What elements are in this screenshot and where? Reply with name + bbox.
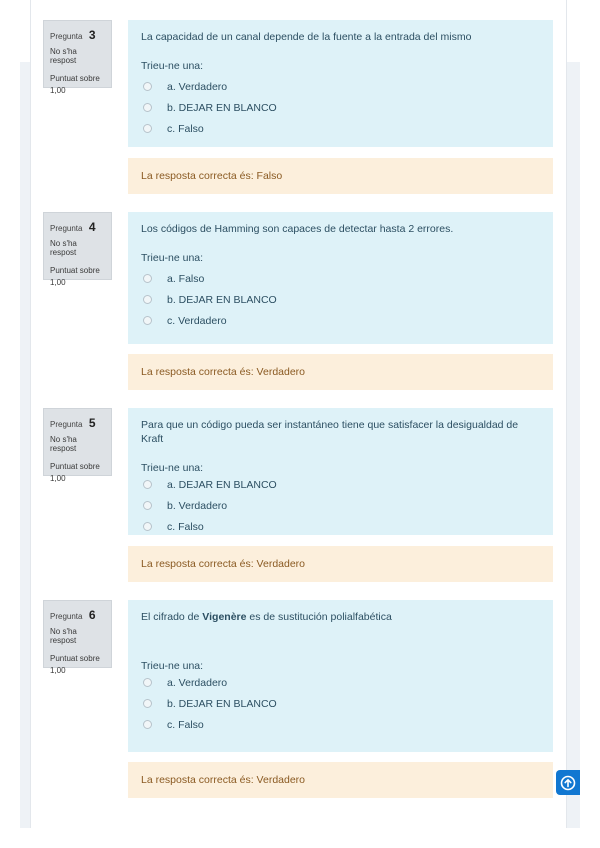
question-info <box>43 20 112 95</box>
answer-prompt: Trieu-ne una: <box>141 60 204 72</box>
answer-option-a[interactable] <box>141 474 540 495</box>
option-label: a. Falso <box>167 272 205 285</box>
question-info <box>43 212 112 287</box>
radio-button[interactable] <box>143 274 152 283</box>
question-number: 4 <box>88 220 96 234</box>
question-formulation <box>128 600 553 752</box>
question-state: No s'ha respost <box>50 47 77 65</box>
question-label: Pregunta <box>50 224 83 233</box>
arrow-up-circle-icon <box>560 775 576 791</box>
radio-button[interactable] <box>143 316 152 325</box>
answer-option-c[interactable] <box>141 516 540 537</box>
question-formulation <box>128 408 553 535</box>
question-text <box>141 610 540 624</box>
question-info <box>43 408 112 483</box>
option-label: a. Verdadero <box>167 676 228 689</box>
answer-option-a[interactable] <box>141 76 540 97</box>
radio-button[interactable] <box>143 82 152 91</box>
option-label: b. Verdadero <box>167 499 228 512</box>
question-formulation <box>128 20 553 147</box>
question-mark: Puntuat sobre 1,00 <box>50 266 100 287</box>
radio-button[interactable] <box>143 480 152 489</box>
question-number: 6 <box>88 608 96 622</box>
quiz-review-page <box>30 0 567 828</box>
radio-button[interactable] <box>143 501 152 510</box>
option-label: a. Verdadero <box>167 80 228 93</box>
answer-options <box>141 672 540 735</box>
radio-button[interactable] <box>143 522 152 531</box>
option-label: c. Falso <box>167 718 204 731</box>
question-number: 3 <box>88 28 96 42</box>
question-text-end: es de sustitución polialfabética <box>246 611 392 623</box>
answer-option-b[interactable] <box>141 97 540 118</box>
correct-answer-feedback: La resposta correcta és: Falso <box>128 158 553 194</box>
radio-button[interactable] <box>143 295 152 304</box>
question-label: Pregunta <box>50 32 83 41</box>
answer-option-c[interactable] <box>141 118 540 139</box>
answer-option-c[interactable] <box>141 714 540 735</box>
radio-button[interactable] <box>143 720 152 729</box>
answer-option-b[interactable] <box>141 495 540 516</box>
question-mark: Puntuat sobre 1,00 <box>50 654 100 675</box>
answer-option-a[interactable] <box>141 672 540 693</box>
radio-button[interactable] <box>143 699 152 708</box>
answer-prompt: Trieu-ne una: <box>141 660 204 672</box>
answer-prompt: Trieu-ne una: <box>141 462 204 474</box>
answer-options <box>141 268 540 331</box>
question-number: 5 <box>88 416 96 430</box>
answer-option-c[interactable] <box>141 310 540 331</box>
question-text-bold: Vigenère <box>202 611 247 623</box>
option-label: a. DEJAR EN BLANCO <box>167 478 277 491</box>
option-label: c. Falso <box>167 122 204 135</box>
option-label: b. DEJAR EN BLANCO <box>167 101 277 114</box>
question-mark: Puntuat sobre 1,00 <box>50 74 100 95</box>
option-label: b. DEJAR EN BLANCO <box>167 293 277 306</box>
answer-option-b[interactable] <box>141 289 540 310</box>
question-text: La capacidad de un canal depende de la fuente a la entrada del mismo <box>141 31 472 43</box>
question-text-start: El cifrado de <box>141 611 203 623</box>
question-mark: Puntuat sobre 1,00 <box>50 462 100 483</box>
question-label: Pregunta <box>50 612 83 621</box>
option-label: b. DEJAR EN BLANCO <box>167 697 277 710</box>
question-label: Pregunta <box>50 420 83 429</box>
scroll-to-top-button[interactable] <box>556 770 580 795</box>
answer-options <box>141 474 540 537</box>
correct-answer-feedback: La resposta correcta és: Verdadero <box>128 762 553 798</box>
correct-answer-feedback: La resposta correcta és: Verdadero <box>128 546 553 582</box>
answer-options <box>141 76 540 139</box>
question-text: Para que un código pueda ser instantáneo tiene que satisfacer la desigualdad de Kraft <box>141 419 519 445</box>
answer-option-b[interactable] <box>141 693 540 714</box>
radio-button[interactable] <box>143 103 152 112</box>
radio-button[interactable] <box>143 124 152 133</box>
correct-answer-feedback: La resposta correcta és: Verdadero <box>128 354 553 390</box>
answer-prompt: Trieu-ne una: <box>141 252 204 264</box>
answer-option-a[interactable] <box>141 268 540 289</box>
question-state: No s'ha respost <box>50 435 77 453</box>
question-info <box>43 600 112 675</box>
question-state: No s'ha respost <box>50 239 77 257</box>
question-state: No s'ha respost <box>50 627 77 645</box>
question-formulation <box>128 212 553 344</box>
question-text: Los códigos de Hamming son capaces de detectar hasta 2 errores. <box>141 223 454 235</box>
radio-button[interactable] <box>143 678 152 687</box>
option-label: c. Falso <box>167 520 204 533</box>
option-label: c. Verdadero <box>167 314 227 327</box>
